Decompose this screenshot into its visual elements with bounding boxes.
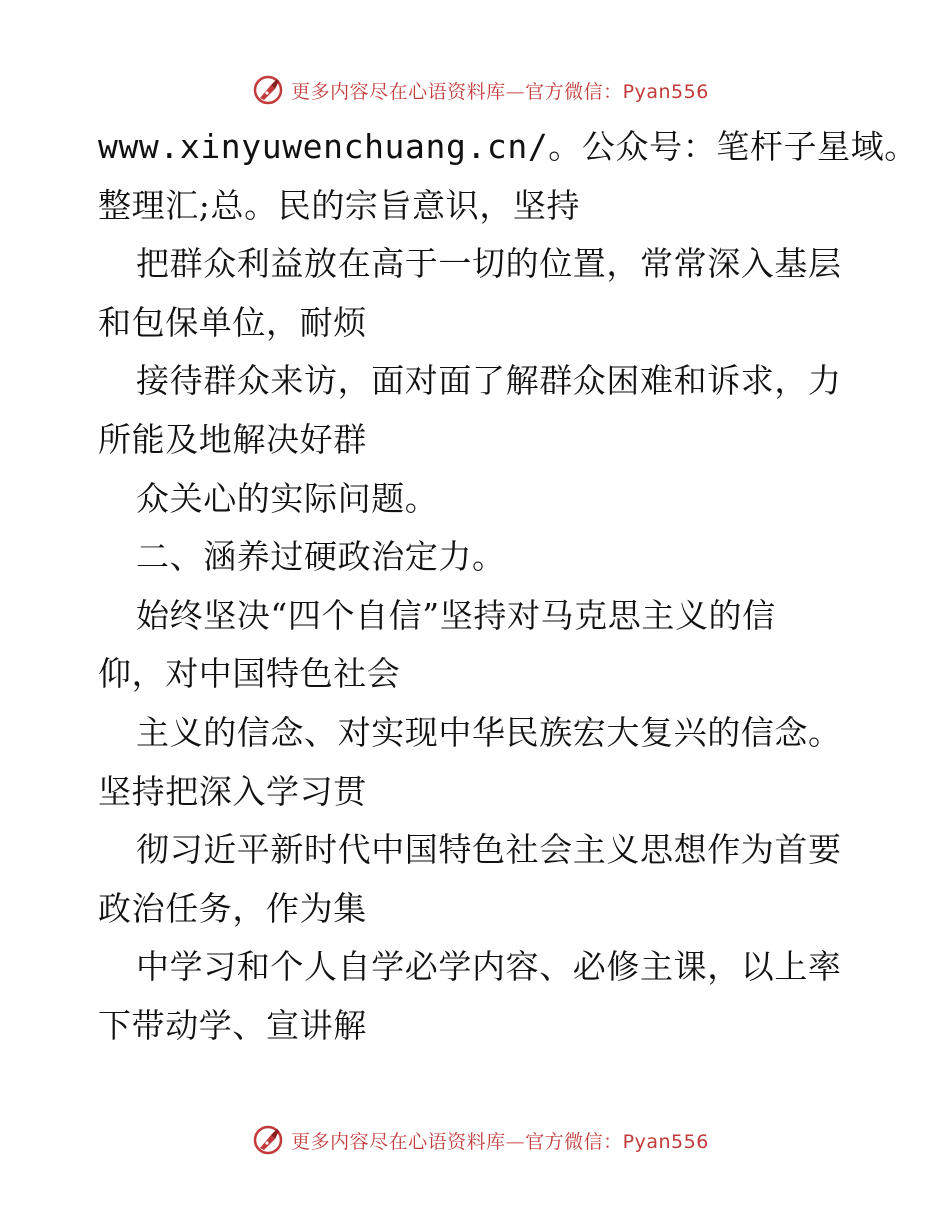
footer-banner-text bbox=[291, 1127, 709, 1154]
document-line: 所能及地解决好群 bbox=[98, 419, 367, 459]
document-body bbox=[98, 118, 918, 1056]
document-line: 下带动学、宣讲解 bbox=[98, 1005, 367, 1045]
wechat-id: 官方微信：Pyan556 bbox=[525, 1130, 709, 1153]
site-name: 更多内容尽在心语资料库 bbox=[291, 1130, 506, 1153]
document-line: 仰，对中国特色社会 bbox=[98, 654, 401, 694]
public-account-text: 。公众号：笔杆子星域。 bbox=[548, 127, 918, 166]
document-line: 众关心的实际问题。 bbox=[136, 478, 439, 518]
header-banner-text bbox=[291, 77, 709, 104]
document-line: 中学习和个人自学必学内容、必修主课，以上率 bbox=[136, 947, 842, 987]
banner-dash: — bbox=[505, 80, 526, 103]
document-line: 始终坚决“四个自信”坚持对马克思主义的信 bbox=[136, 595, 776, 635]
document-line: 把群众利益放在高于一切的位置，常常深入基层 bbox=[136, 244, 842, 284]
document-line: 二、涵养过硬政治定力。 bbox=[136, 537, 506, 577]
document-line: 政治任务，作为集 bbox=[98, 888, 367, 928]
footer-banner-content bbox=[251, 1123, 709, 1157]
document-line: 主义的信念、对实现中华民族宏大复兴的信念。 bbox=[136, 712, 842, 752]
pen-nib-logo-icon bbox=[251, 73, 285, 107]
document-line: 接待群众来访，面对面了解群众困难和诉求，力 bbox=[136, 361, 842, 401]
document-line: 和包保单位，耐烦 bbox=[98, 302, 367, 342]
wechat-id: 官方微信：Pyan556 bbox=[525, 80, 709, 103]
header-banner bbox=[0, 70, 950, 110]
header-banner-content bbox=[251, 73, 709, 107]
footer-banner bbox=[0, 1120, 950, 1160]
website-url: www.xinyuwenchuang.cn/ bbox=[98, 127, 549, 166]
document-line-url bbox=[98, 118, 918, 177]
document-line: 彻习近平新时代中国特色社会主义思想作为首要 bbox=[136, 830, 842, 870]
pen-nib-logo-icon bbox=[251, 1123, 285, 1157]
document-line: 整理汇;总。民的宗旨意识，坚持 bbox=[98, 185, 581, 225]
banner-dash: — bbox=[505, 1130, 526, 1153]
site-name: 更多内容尽在心语资料库 bbox=[291, 80, 506, 103]
document-line: 坚持把深入学习贯 bbox=[98, 771, 367, 811]
